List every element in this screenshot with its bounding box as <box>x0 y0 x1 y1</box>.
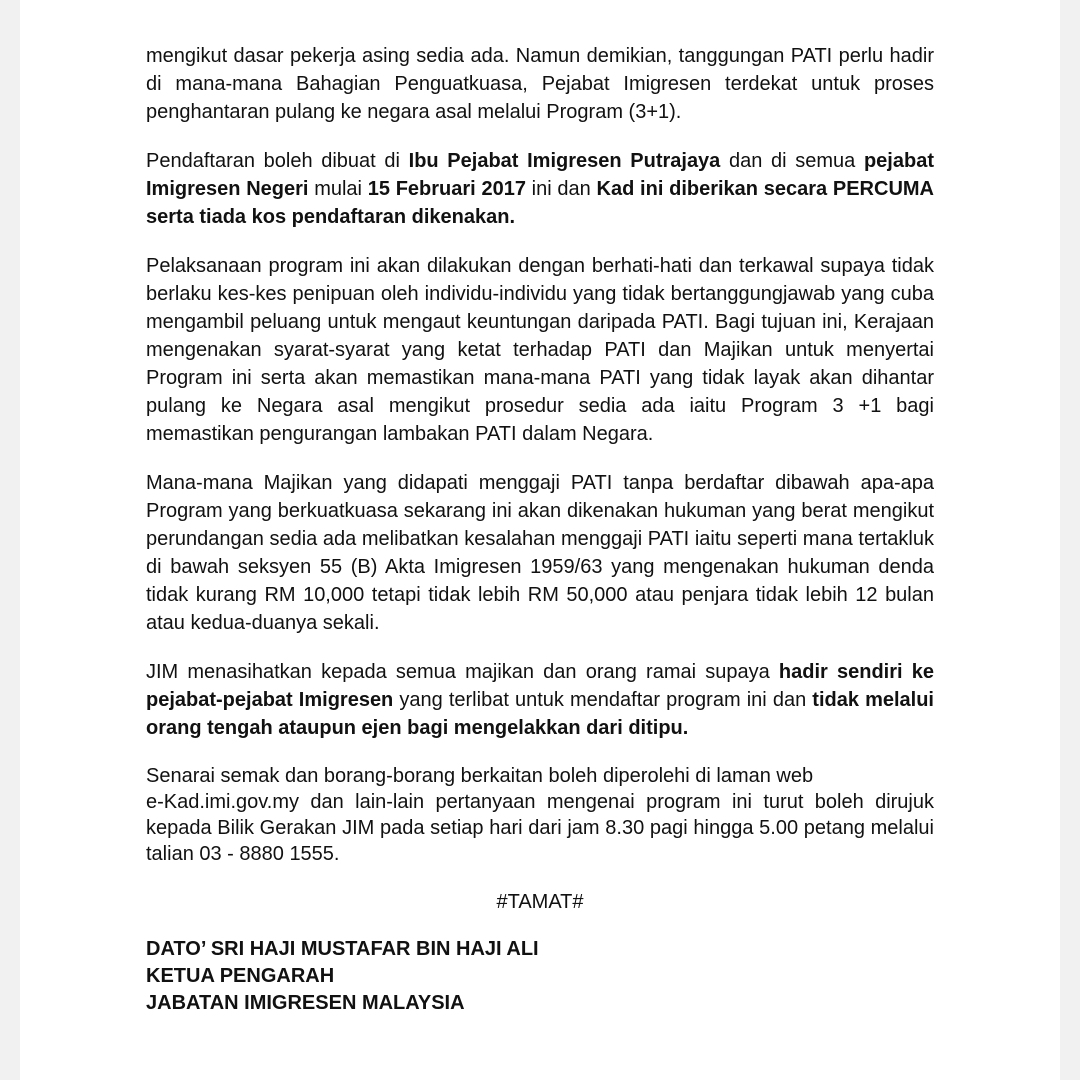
paragraph-1: mengikut dasar pekerja asing sedia ada. Namun demikian, tanggungan PATI perlu hadir di mana-mana Bahagian Penguatkuasa, Pejabat Imigresen terdekat untuk proses penghantaran pulang ke negara asal melalui Program (3+1). <box>146 45 934 123</box>
p2-bold-1: Ibu Pejabat Imigresen Putrajaya <box>408 150 721 172</box>
p6-rest: e-Kad.imi.gov.my dan lain-lain pertanyaan mengenai program ini turut boleh dirujuk kepada Bilik Gerakan JIM pada setiap hari dari jam 8.30 pagi hingga 5.00 petang melalui talian 03 - 8880 1555. <box>146 791 934 865</box>
p2-text-3: mulai <box>308 178 368 200</box>
p5-text-2: yang terlibat untuk mendaftar program ini dan <box>393 689 813 711</box>
p2-text-4: ini dan <box>525 178 597 200</box>
p5-bold-2: tidak melalui orang tengah ataupun ejen bagi mengelakkan dari ditipu. <box>146 689 934 739</box>
end-mark: #TAMAT# <box>496 891 584 913</box>
signatory-name: DATO’ SRI HAJI MUSTAFAR BIN HAJI ALI <box>146 938 539 960</box>
p2-bold-4: Kad ini diberikan secara PERCUMA serta tiada kos pendaftaran dikenakan. <box>146 178 934 228</box>
document-page <box>20 0 1060 1080</box>
paragraph-4: Mana-mana Majikan yang didapati menggaji PATI tanpa berdaftar dibawah apa-apa Program yang berkuatkuasa sekarang ini akan dikenakan hukuman yang berat mengikut perundangan sedia ada melibatkan kesalahan menggaji PATI iaitu seperti mana tertakluk di bawah seksyen 55 (B) Akta Imigresen 1959/63 yang mengenakan hukuman denda tidak kurang RM 10,000 tetapi tidak lebih RM 50,000 atau penjara tidak lebih 12 bulan atau kedua-duanya sekali. <box>146 472 934 634</box>
paragraph-6 <box>146 763 934 867</box>
p2-bold-2: pejabat Imigresen Negeri <box>146 150 934 200</box>
p2-text-2: dan di semua <box>720 150 864 172</box>
signatory-position: KETUA PENGARAH <box>146 965 335 987</box>
paragraph-2 <box>146 147 934 231</box>
paragraph-3: Pelaksanaan program ini akan dilakukan dengan berhati-hati dan terkawal supaya tidak berlaku kes-kes penipuan oleh individu-individu yang tidak bertanggungjawab yang cuba mengambil peluang untuk mengaut keuntungan daripada PATI. Bagi tujuan ini, Kerajaan mengenakan syarat-syarat yang ketat terhadap PATI dan Majikan untuk menyertai Program ini serta akan memastikan mana-mana PATI yang tidak layak akan dihantar pulang ke Negara asal mengikut prosedur sedia ada iaitu Program 3 +1 bagi memastikan pengurangan lambakan PATI dalam Negara. <box>146 255 934 445</box>
signatory-department: JABATAN IMIGRESEN MALAYSIA <box>146 992 465 1014</box>
p5-text-1: JIM menasihatkan kepada semua majikan dan orang ramai supaya <box>146 661 779 683</box>
paragraph-5 <box>146 658 934 742</box>
document-body <box>146 42 934 1017</box>
p2-text-1: Pendaftaran boleh dibuat di <box>146 150 409 172</box>
p6-line-1: Senarai semak dan borang-borang berkaitan boleh diperolehi di laman web <box>146 765 814 787</box>
p5-bold-1: hadir sendiri ke pejabat-pejabat Imigresen <box>146 661 934 711</box>
p2-bold-3: 15 Februari 2017 <box>367 178 526 200</box>
